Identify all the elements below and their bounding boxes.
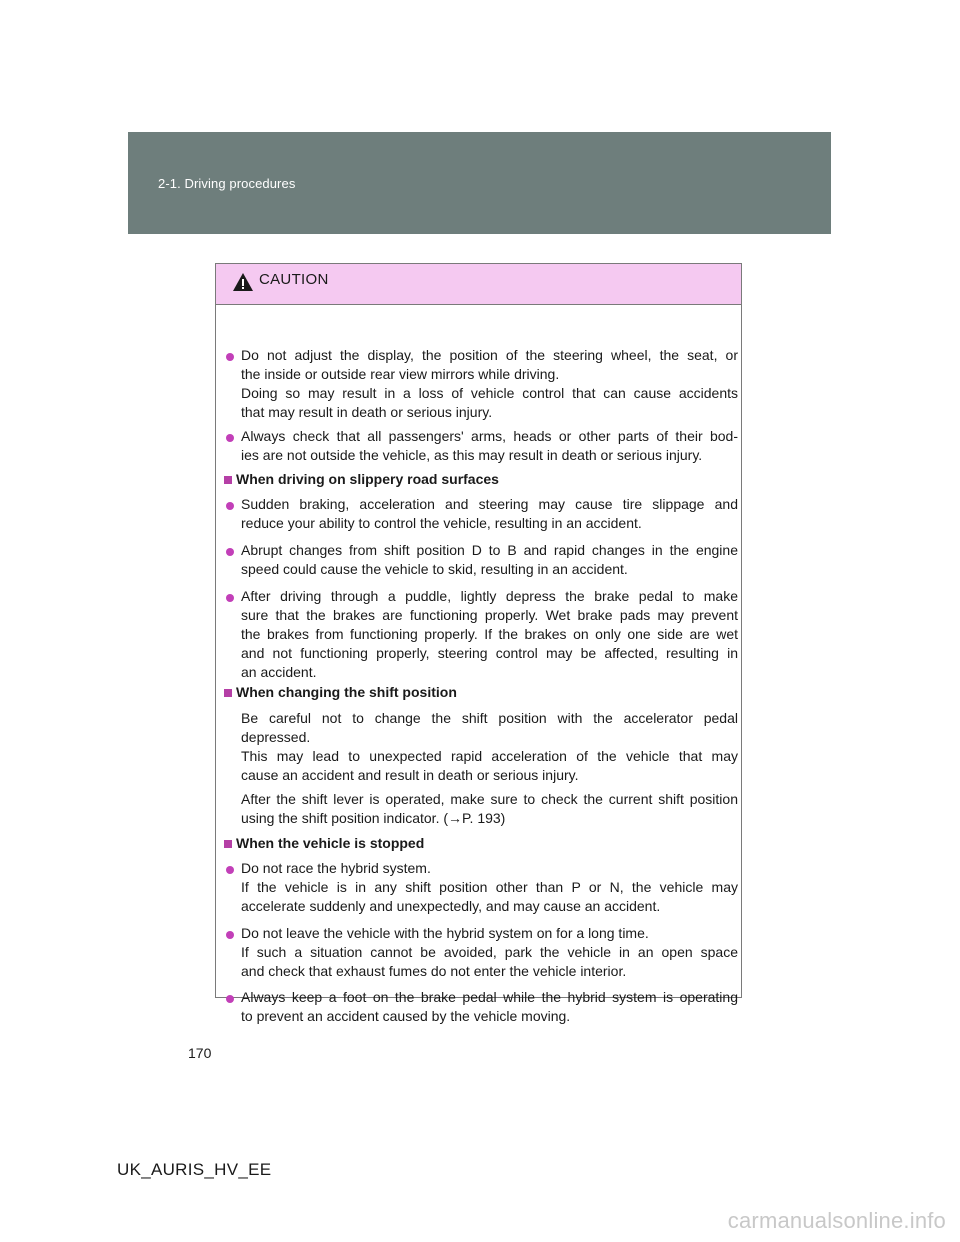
text-line: Do not leave the vehicle with the hybrid system on for a long time.	[241, 925, 649, 941]
text-line: Abrupt changes from shift position D to B and rapid changes in the engine	[241, 542, 738, 558]
text-line: to prevent an accident caused by the vehicle moving.	[241, 1008, 571, 1024]
paragraph	[241, 859, 738, 916]
section-heading: When driving on slippery road surfaces	[236, 471, 499, 487]
warning-icon	[232, 272, 254, 292]
bullet-dot	[226, 594, 234, 602]
text-line: Sudden braking, acceleration and steering may cause tire slippage and	[241, 496, 738, 512]
text-line: the inside or outside rear view mirrors while driving.	[241, 366, 560, 382]
text-line: using the shift position indicator. (→P. 193)	[241, 810, 506, 826]
bullet-dot	[226, 353, 234, 361]
section-marker	[224, 689, 232, 697]
text-line: speed could cause the vehicle to skid, resulting in an accident.	[241, 561, 628, 577]
text-line: the brakes from functioning properly. If the brakes on only one side are wet	[241, 626, 738, 642]
text-line: that may result in death or serious injury.	[241, 404, 493, 420]
bullet-dot	[226, 866, 234, 874]
text-line: and not functioning properly, steering control may be affected, resulting in	[241, 645, 738, 661]
text-line: Be careful not to change the shift position with the accelerator pedal	[241, 710, 738, 726]
paragraph	[241, 790, 738, 828]
bullet-dot	[226, 434, 234, 442]
text-line: ies are not outside the vehicle, as this may result in death or serious injury.	[241, 447, 703, 463]
caution-header	[216, 264, 741, 305]
text-line: depressed.	[241, 729, 311, 745]
text-line: If the vehicle is in any shift position other than P or N, the vehicle may	[241, 879, 738, 895]
bullet-dot	[226, 502, 234, 510]
text-line: Do not adjust the display, the position of the steering wheel, the seat, or	[241, 347, 738, 363]
paragraph	[241, 495, 738, 533]
paragraph	[241, 541, 738, 579]
text-line: sure that the brakes are functioning properly. Wet brake pads may prevent	[241, 607, 738, 623]
text-line: This may lead to unexpected rapid acceleration of the vehicle that may	[241, 748, 738, 764]
paragraph	[241, 587, 738, 682]
text-line: Do not race the hybrid system.	[241, 860, 431, 876]
caution-title: CAUTION	[259, 271, 329, 288]
text-line: cause an accident and result in death or serious injury.	[241, 767, 579, 783]
text-line: accelerate suddenly and unexpectedly, and may cause an accident.	[241, 898, 661, 914]
text-line: reduce your ability to control the vehicle, resulting in an accident.	[241, 515, 642, 531]
watermark: carmanualsonline.info	[727, 1208, 946, 1233]
header-band	[128, 132, 831, 234]
page-number: 170	[188, 1045, 212, 1061]
section-heading: When changing the shift position	[236, 684, 457, 700]
bullet-dot	[226, 995, 234, 1003]
section-marker	[224, 476, 232, 484]
paragraph	[241, 709, 738, 785]
document-code: UK_AURIS_HV_EE	[117, 1160, 272, 1179]
text-line: an accident.	[241, 664, 317, 680]
paragraph	[241, 924, 738, 981]
bullet-dot	[226, 548, 234, 556]
paragraph	[241, 346, 738, 422]
text-line: and check that exhaust fumes do not enter the vehicle interior.	[241, 963, 627, 979]
section-heading: When the vehicle is stopped	[236, 835, 425, 851]
caution-box	[215, 263, 742, 1024]
text-line: Always keep a foot on the brake pedal while the hybrid system is operating	[241, 989, 738, 1005]
text-line: Doing so may result in a loss of vehicle control that can cause accidents	[241, 385, 738, 401]
section-marker	[224, 840, 232, 848]
text-line: If such a situation cannot be avoided, park the vehicle in an open space	[241, 944, 738, 960]
paragraph	[241, 427, 738, 465]
section-title: 2-1. Driving procedures	[158, 176, 296, 191]
text-line: After driving through a puddle, lightly depress the brake pedal to make	[241, 588, 738, 604]
paragraph	[241, 988, 738, 1026]
text-line: Always check that all passengers' arms, heads or other parts of their bod-	[241, 428, 738, 444]
bullet-dot	[226, 931, 234, 939]
text-line: After the shift lever is operated, make sure to check the current shift position	[241, 791, 738, 807]
